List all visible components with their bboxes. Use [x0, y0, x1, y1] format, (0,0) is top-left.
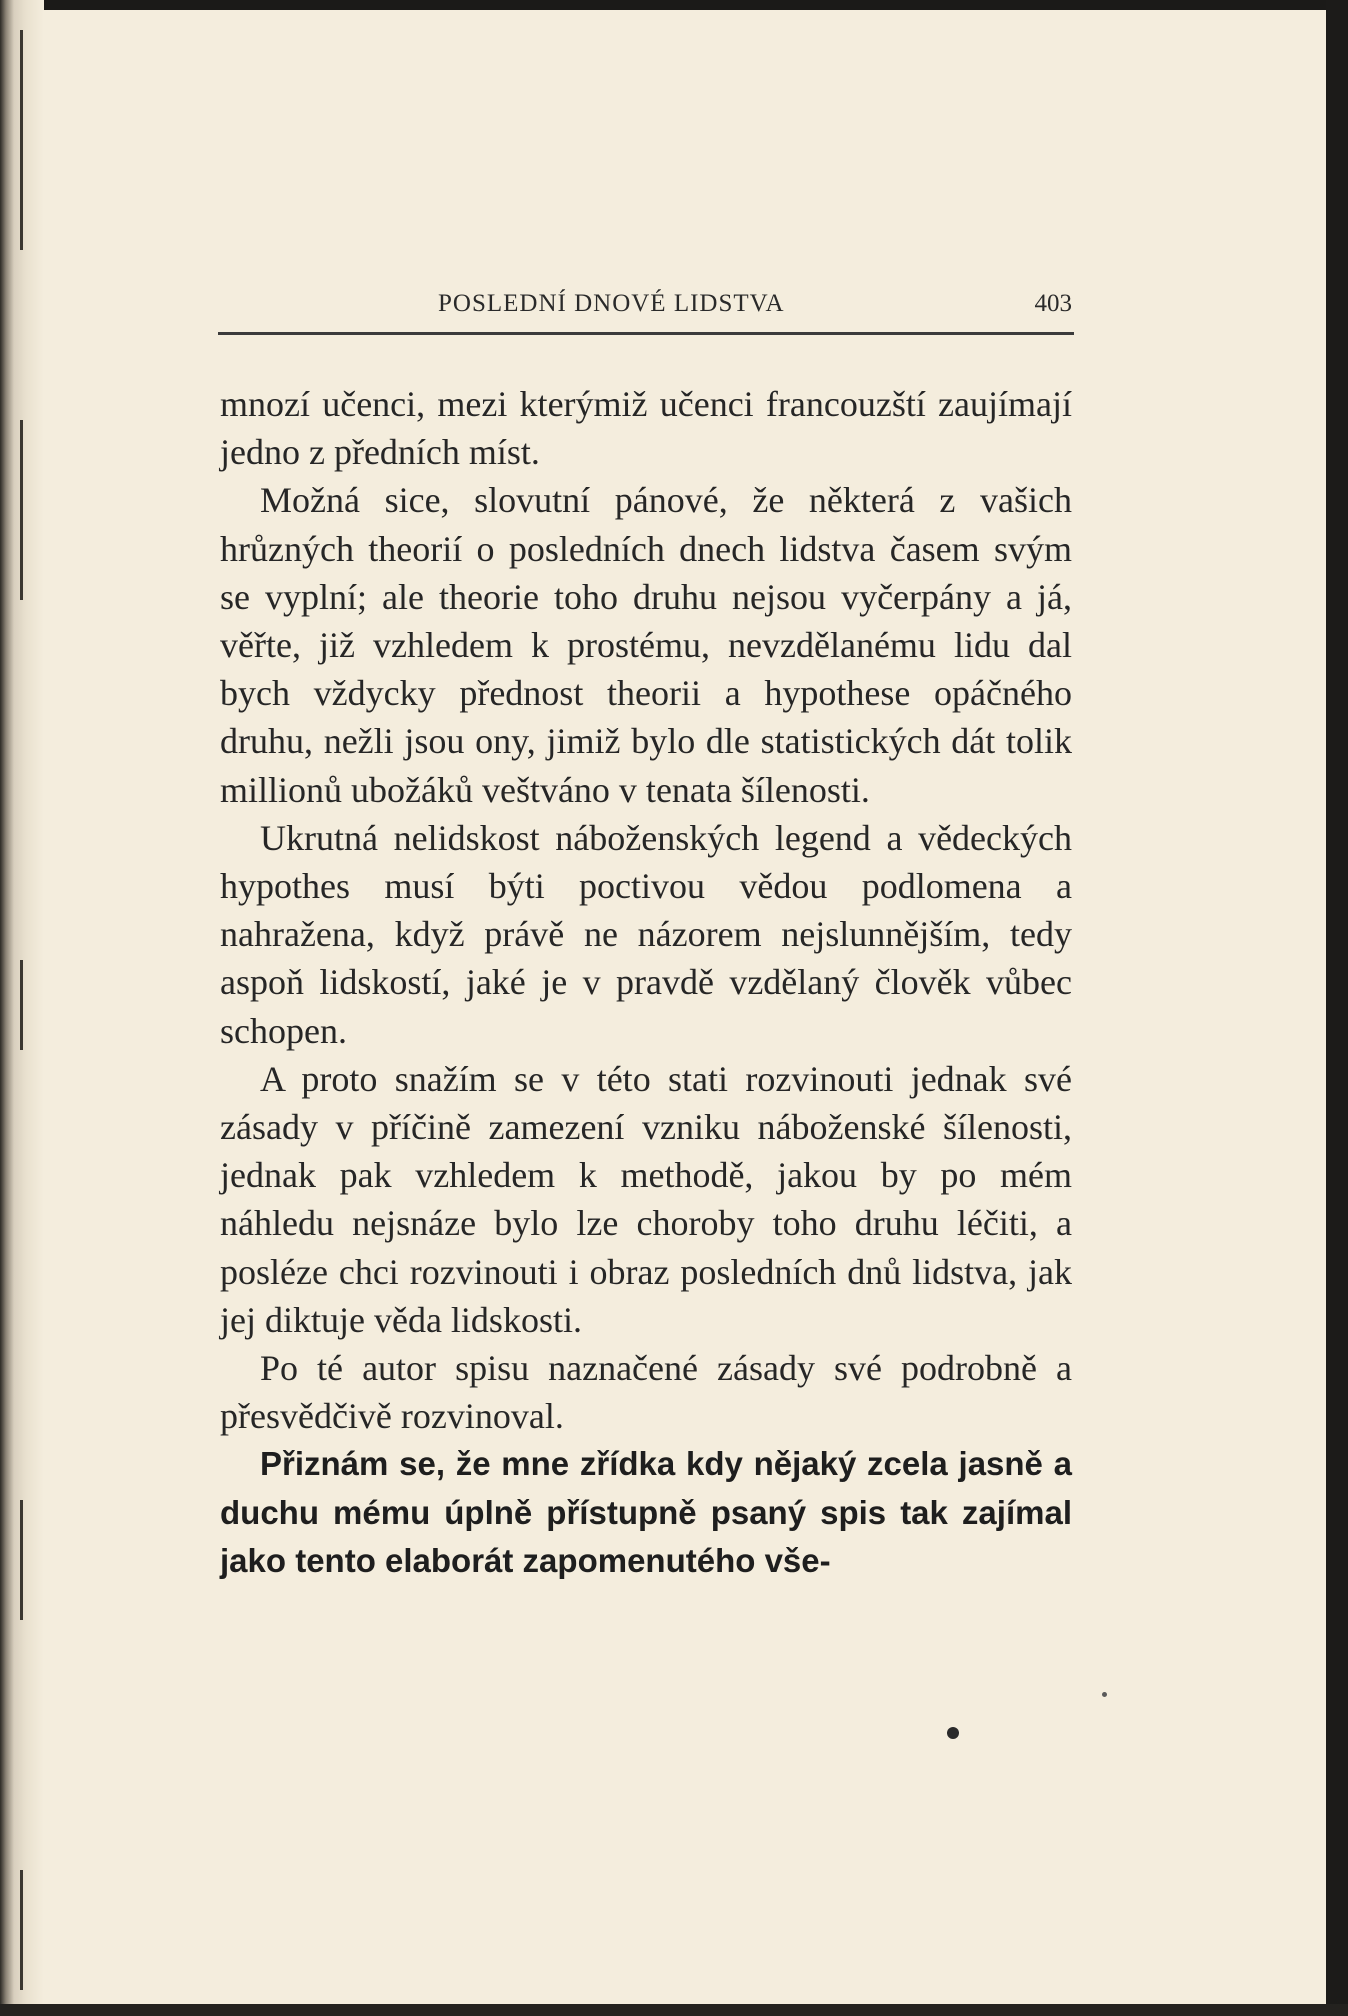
- ink-dot: [947, 1727, 959, 1739]
- binding-thread: [20, 30, 23, 250]
- paragraph: Přiznám se, že mne zřídka kdy nějaký zcela jasně a duchu mému úplně přístupně psaný spis tak zajímal jako tento elaborát zapomenutého vše-: [220, 1445, 1072, 1579]
- binding-thread: [20, 1870, 23, 1990]
- page-top-edge: [0, 0, 1348, 10]
- paragraph: Možná sice, slovutní pánové, že některá z vašich hrůzných theorií o posledních dnech lidstva časem svým se vyplní; ale theorie toho druhu nejsou vyčerpány a já, věřte, již vzhledem k prostému, nevzdělanému lidu dal bych vždycky přednost theorii a hypothese opáčného druhu, nežli jsou ony, jimiž bylo dle statistických dát tolik millionů ubožáků veštváno v tenata šílenosti.: [220, 480, 1072, 810]
- body-text: [220, 380, 1072, 1585]
- ink-speck: [1102, 1692, 1107, 1697]
- running-header: [218, 288, 1074, 322]
- paragraph: A proto snažím se v této stati rozvinouti jednak své zásady v příčině zamezení vzniku náboženské šílenosti, jednak pak vzhledem k methodě, jakou by po mém náhledu nejsnáze bylo lze choroby toho druhu léčiti, a posléze chci rozvinouti i obraz posledních dnů lidstva, jak jej diktuje věda lidskosti.: [220, 1058, 1072, 1340]
- page-number: 403: [1034, 290, 1072, 317]
- paragraph: Ukrutná nelidskost náboženských legend a vědeckých hypothes musí býti poctivou vědou podlomena a nahražena, když právě ne názorem nejslunnějším, tedy aspoň lidskostí, jaké je v pravdě vzdělaný člověk vůbec schopen.: [220, 817, 1072, 1051]
- page-right-edge: [1326, 0, 1348, 2016]
- binding-thread: [20, 960, 23, 1050]
- book-binding: [0, 0, 44, 2016]
- page-bottom-edge: [0, 2004, 1348, 2016]
- binding-thread: [20, 420, 23, 600]
- paragraph: Po té autor spisu naznačené zásady své podrobně a přesvědčivě rozvinoval.: [220, 1348, 1072, 1437]
- paragraph: mnozí učenci, mezi kterýmiž učenci francouzští zaujímají jedno z předních míst.: [220, 384, 1072, 473]
- header-rule: [218, 332, 1074, 335]
- running-title: POSLEDNÍ DNOVÉ LIDSTVA: [438, 290, 785, 317]
- binding-thread: [20, 1500, 23, 1620]
